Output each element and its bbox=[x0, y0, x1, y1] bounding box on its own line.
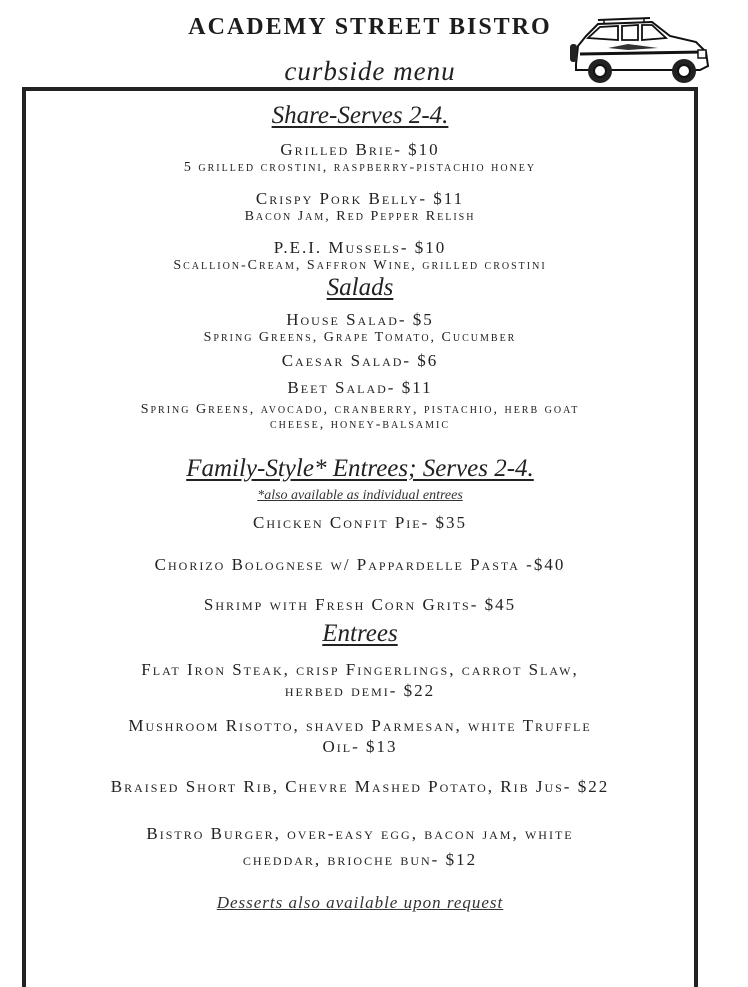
menu-item-desc: 5 grilled crostini, raspberry-pistachio honey bbox=[183, 160, 537, 175]
menu-item-name: Crispy Pork Belly- $11 bbox=[255, 189, 465, 208]
menu-content bbox=[26, 92, 694, 914]
family-item: Chicken Confit Pie- $35 bbox=[252, 513, 468, 532]
menu-item-name: Caesar Salad- $6 bbox=[281, 351, 439, 370]
family-note: *also available as individual entrees bbox=[257, 488, 463, 503]
entree-item-cont: Oil- $13 bbox=[322, 737, 398, 756]
menu-item-name: Beet Salad- $11 bbox=[287, 378, 433, 397]
section-heading-entrees: Entrees bbox=[322, 620, 398, 647]
entree-item: Braised Short Rib, Chevre Mashed Potato, Rib Jus- $22 bbox=[110, 777, 610, 796]
menu-item-desc: cheese, honey-balsamic bbox=[269, 417, 451, 432]
suv-icon bbox=[568, 14, 714, 88]
entree-item: Flat Iron Steak, crisp Fingerlings, carrot Slaw, bbox=[141, 660, 579, 679]
entree-item-cont: herbed demi- $22 bbox=[284, 681, 436, 700]
menu-item-desc: Spring Greens, Grape Tomato, Cucumber bbox=[203, 330, 517, 345]
family-item: Chorizo Bolognese w/ Pappardelle Pasta -$40 bbox=[154, 555, 566, 574]
footer-note: Desserts also available upon request bbox=[216, 893, 504, 912]
menu-item-name: Grilled Brie- $10 bbox=[280, 140, 440, 159]
menu-item-desc: Bacon Jam, Red Pepper Relish bbox=[244, 209, 476, 224]
menu-item-name: P.E.I. Mussels- $10 bbox=[273, 238, 447, 257]
restaurant-name: ACADEMY STREET BISTRO bbox=[188, 14, 552, 40]
menu-item-name: House Salad- $5 bbox=[286, 310, 434, 329]
entree-item: Bistro Burger, over-easy egg, bacon jam, white bbox=[146, 824, 574, 843]
section-heading-salads: Salads bbox=[326, 274, 394, 301]
family-item: Shrimp with Fresh Corn Grits- $45 bbox=[203, 595, 517, 614]
menu-item-desc: Spring Greens, avocado, cranberry, pistachio, herb goat bbox=[140, 402, 580, 417]
entree-item-cont: cheddar, brioche bun- $12 bbox=[242, 850, 478, 869]
menu-subtitle: curbside menu bbox=[284, 56, 456, 86]
section-heading-family: Family-Style* Entrees; Serves 2-4. bbox=[186, 455, 534, 482]
section-heading-share: Share-Serves 2-4. bbox=[271, 102, 449, 129]
entree-item: Mushroom Risotto, shaved Parmesan, white Truffle bbox=[128, 716, 592, 735]
menu-item-desc: Scallion-Cream, Saffron Wine, grilled crostini bbox=[173, 258, 547, 273]
